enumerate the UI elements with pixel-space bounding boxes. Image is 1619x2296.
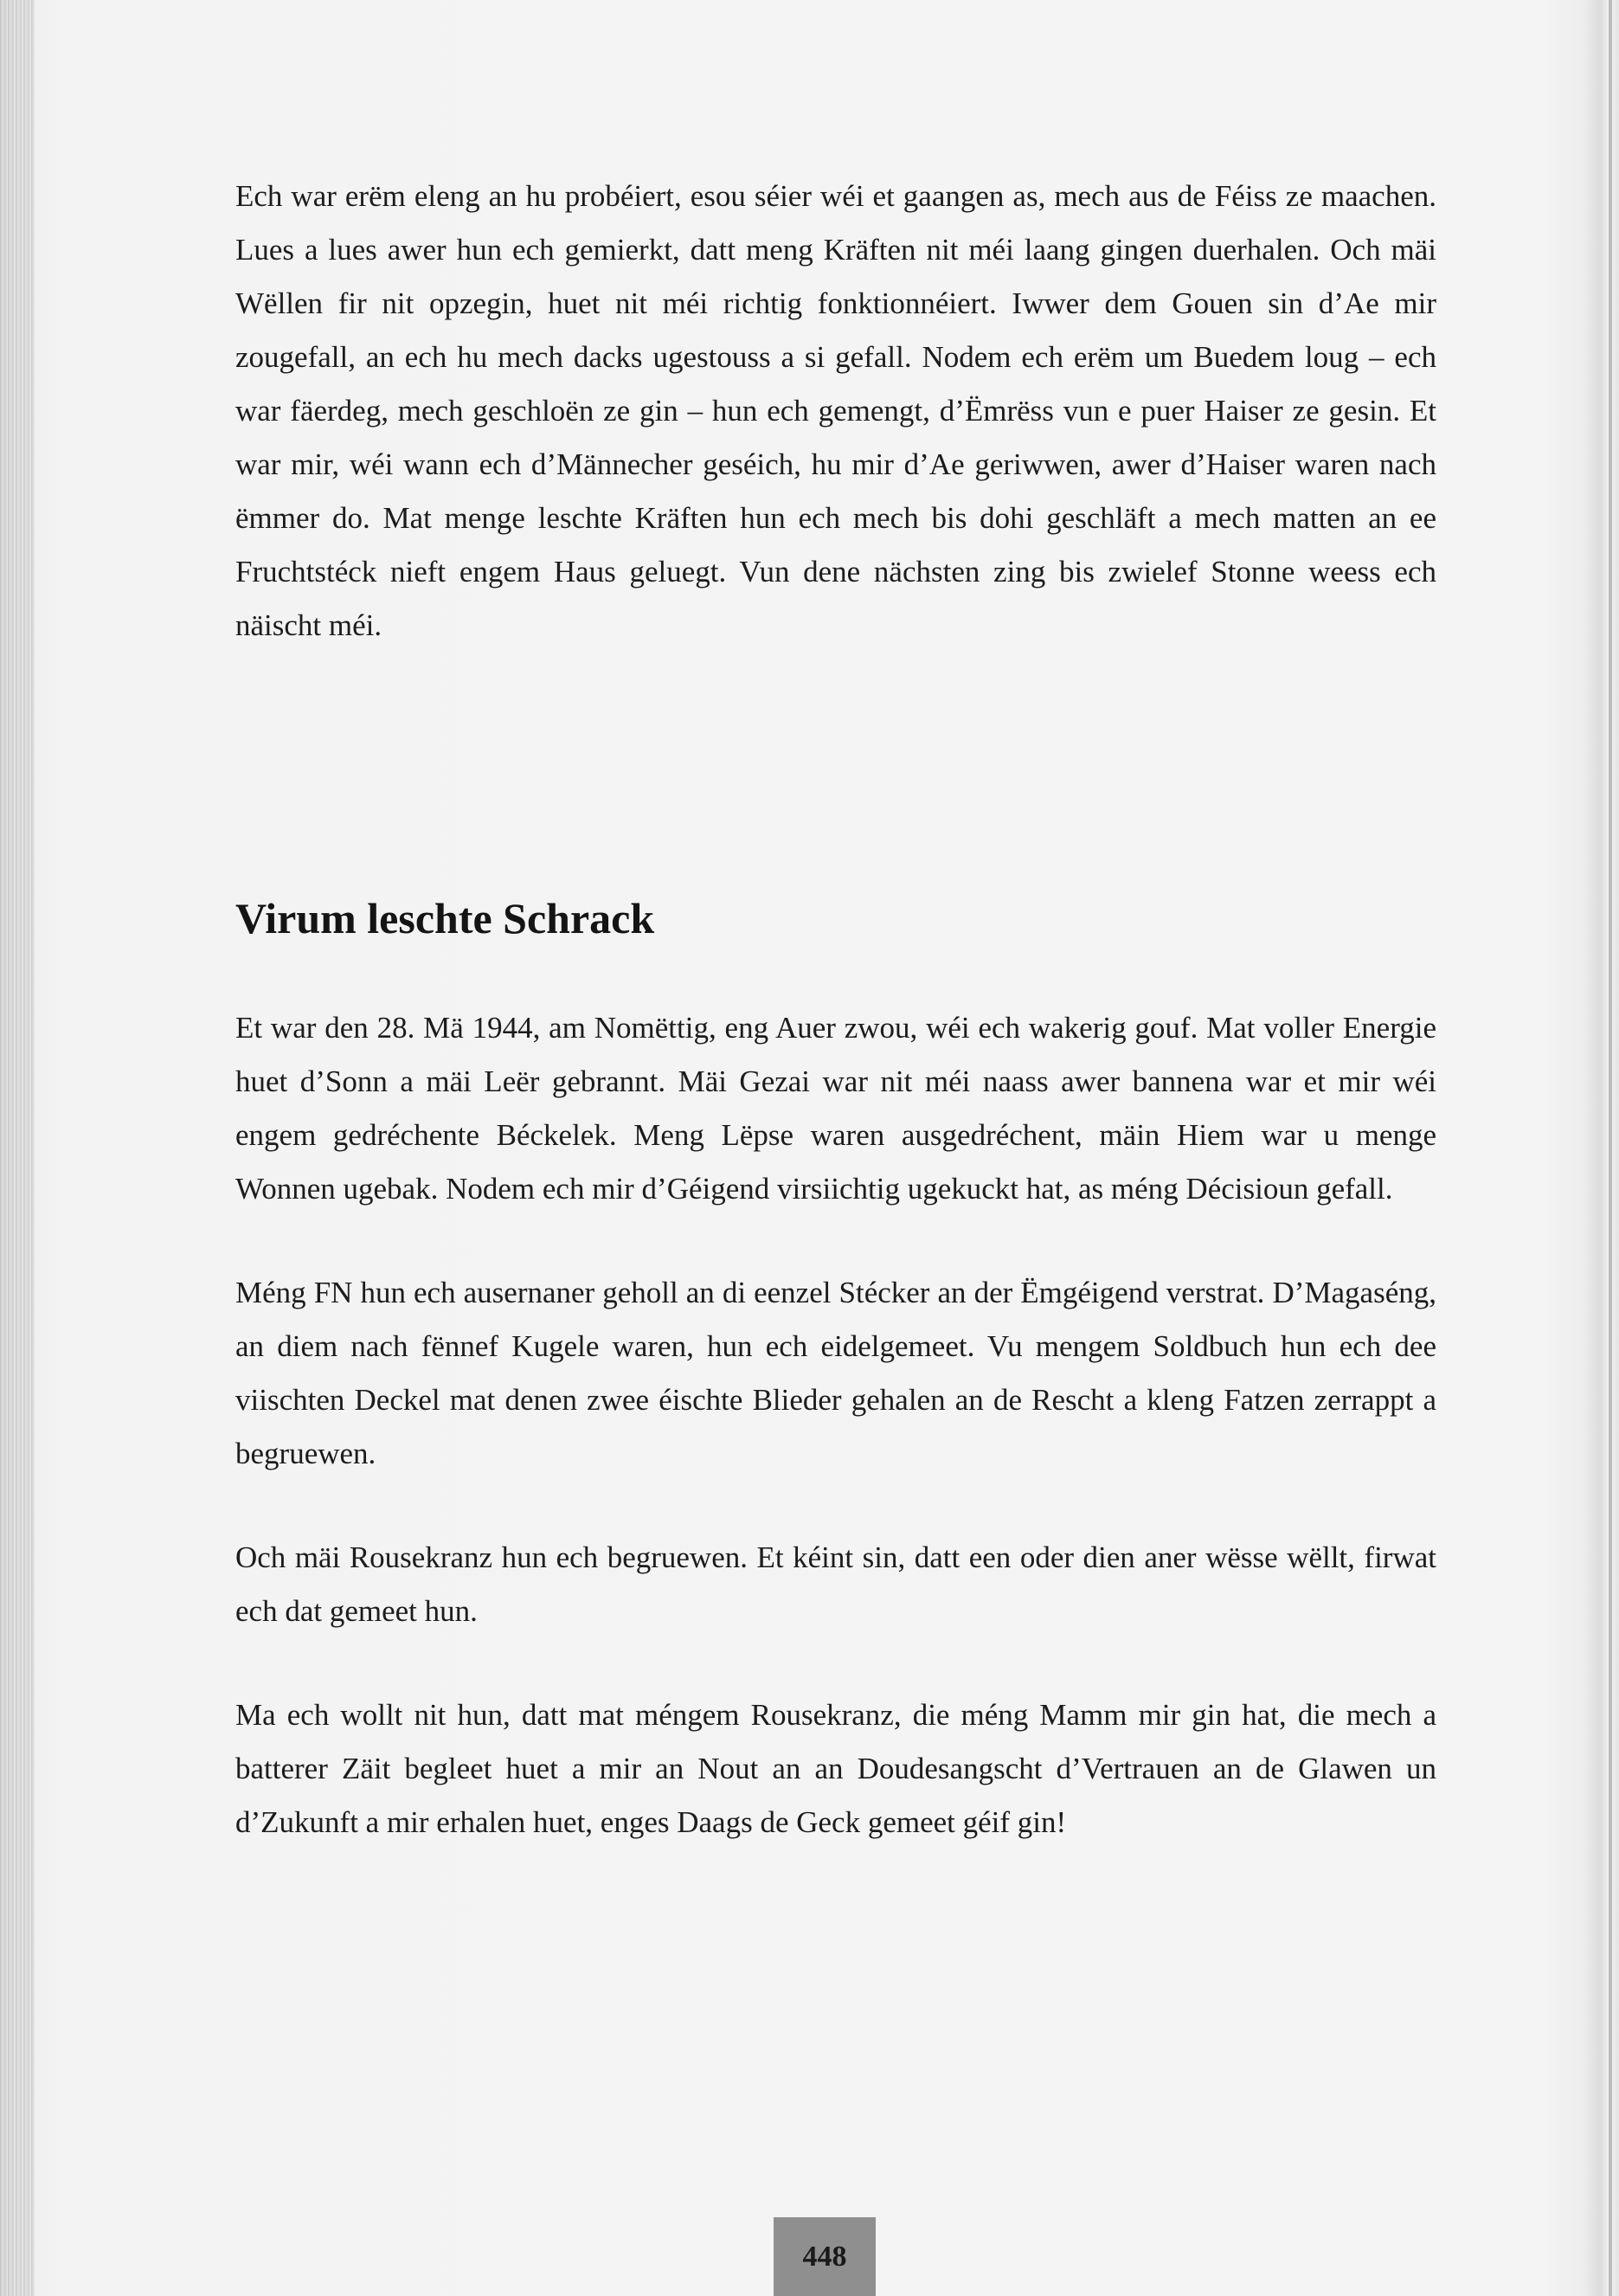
section-paragraph-1: Et war den 28. Mä 1944, am Nomëttig, eng Auer zwou, wéi ech wakerig gouf. Mat voller Energie huet d’Sonn a mäi Leër gebrannt. Mäi Gezai war nit méi naass awer bannena war et mir wéi engem gedréchente Béckelek. Meng Lëpse waren ausgedréchent, mäin Hiem war u menge Wonnen ugebak. Nodem ech mir d’Géigend virsiichtig ugekuckt hat, as méng Décisioun gefall. [235,1011,1436,1206]
section-paragraph-3: Och mäi Rousekranz hun ech begruewen. Et kéint sin, datt een oder dien aner wësse wëllt, firwat ech dat gemeet hun. [235,1540,1436,1628]
book-spine-shadow [0,0,35,2296]
page-content [235,170,1436,1849]
page-edge-line [1609,0,1612,2296]
intro-paragraph: Ech war erëm eleng an hu probéiert, esou séier wéi et gaangen as, mech aus de Féiss ze maachen. Lues a lues awer hun ech gemierkt, datt meng Kräften nit méi laang gingen duerhalen. Och mäi Wëllen fir nit opzegin, huet nit méi richtig fonktionnéiert. Iwwer dem Gouen sin d’Ae mir zougefall, an ech hu mech dacks ugestouss a si gefall. Nodem ech erëm um Buedem loug – ech war fäerdeg, mech geschloën ze gin – hun ech gemengt, d’Ëmrëss vun e puer Haiser ze gesin. Et war mir, wéi wann ech d’Männecher geséich, hu mir d’Ae geriwwen, awer d’Haiser waren nach ëmmer do. Mat menge leschte Kräften hun ech mech bis dohi geschläft a mech matten an ee Fruchtstéck nieft engem Haus geluegt. Vun dene nächsten zing bis zwielef Stonne weess ech näischt méi. [235,179,1436,642]
section-paragraph-4: Ma ech wollt nit hun, datt mat méngem Rousekranz, die méng Mamm mir gin hat, die mech a batterer Zäit begleet huet a mir an Nout an an Doudesangscht d’Vertrauen an de Glawen un d’Zukunft a mir erhalen huet, enges Daags de Geck gemeet géif gin! [235,1698,1436,1839]
section-paragraph-2: Méng FN hun ech ausernaner geholl an di eenzel Stécker an der Ëmgéigend verstrat. D’Magaséng, an diem nach fënnef Kugele waren, hun ech eidelgemeet. Vu mengem Soldbuch hun ech dee viischten Deckel mat denen zwee éischte Blieder gehalen an de Rescht a kleng Fatzen zerrappt a begruewen. [235,1276,1436,1470]
section-title: Virum leschte Schrack [235,894,655,942]
page-number: 448 [774,2217,876,2296]
section-body [235,1001,1436,1849]
